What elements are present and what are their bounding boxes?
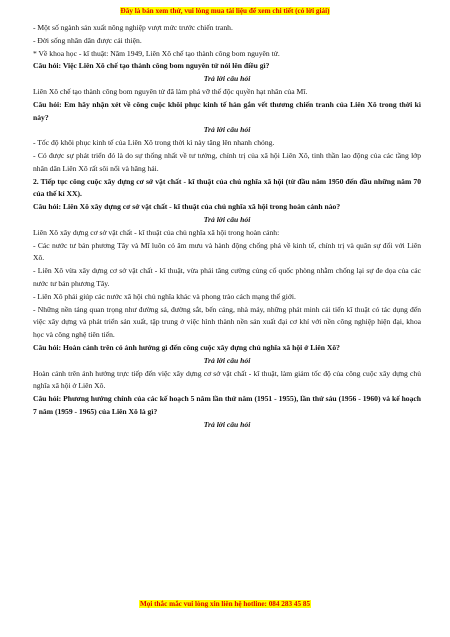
paragraph: - Có được sự phát triển đó là do sự thống nhất về tư tưởng, chính trị của xã hội Liên Xô, tinh thần lao động của các tầng lớp nhân dân Liên Xô rất sôi nổi và hăng hái. <box>33 150 421 173</box>
paragraph: - Một số ngành sản xuất nông nghiệp vượt mức trước chiến tranh. <box>33 23 233 32</box>
question: Câu hỏi: Việc Liên Xô chế tạo thành công bom nguyên tử nói lên điều gì? <box>33 61 270 71</box>
question: Câu hỏi: Liên Xô xây dựng cơ sở vật chất - kĩ thuật của chủ nghĩa xã hội trong hoàn cảnh nào? <box>33 202 341 212</box>
paragraph: - Đời sống nhân dân được cải thiện. <box>33 35 142 45</box>
paragraph: Liên Xô xây dựng cơ sở vật chất - kĩ thuật của chủ nghĩa xã hội trong hoàn cảnh: <box>33 227 280 237</box>
hotline-notice-banner <box>0 599 450 609</box>
paragraph: * Về khoa học - kĩ thuật: Năm 1949, Liên Xô chế tạo thành công bom nguyên tử. <box>33 48 280 58</box>
document-body <box>33 22 421 432</box>
paragraph: - Liên Xô phải giúp các nước xã hội chủ nghĩa khác và phong trào cách mạng thế giới. <box>33 291 296 301</box>
answer-heading: Trả lời câu hỏi <box>203 74 251 84</box>
paragraph: - Tốc độ khôi phục kinh tế của Liên Xô trong thời kì này tăng lên nhanh chóng. <box>33 138 275 148</box>
preview-notice-banner <box>0 6 450 16</box>
paragraph: - Các nước tư bản phương Tây và Mĩ luôn có âm mưu và hành động chống phá về kinh tế, chính trị và quân sự đối với Liên Xô. <box>33 240 421 263</box>
answer-heading: Trả lời câu hỏi <box>203 125 251 135</box>
answer-heading: Trả lời câu hỏi <box>203 214 251 224</box>
paragraph: - Những nền tảng quan trọng như đường sá, đường sắt, bến cảng, nhà máy, những phát minh cải tiến kĩ thuật có tác dụng đến việc xây dựng và phát triển sản xuất, tập trung ở việc hình thành nền sản xuất đại cơ khí với nền công nghiệp hiện đại, khoa học và công nghệ tiên tiến. <box>33 304 421 340</box>
answer-heading: Trả lời câu hỏi <box>203 355 251 365</box>
section-heading: 2. Tiếp tục công cuộc xây dựng cơ sở vật chất - kĩ thuật của chủ nghĩa xã hội (từ đầu năm 1950 đến đầu những năm 70 của thế kỉ XX). <box>33 176 421 199</box>
question: Câu hỏi: Hoàn cảnh trên có ảnh hưởng gì đến công cuộc xây dựng chủ nghĩa xã hội ở Liên Xô? <box>33 342 340 352</box>
paragraph: - Liên Xô vừa xây dựng cơ sở vật chất - kĩ thuật, vừa phải tăng cường củng cố quốc phòng nhằm chống lại sự đe dọa của các nước tư bản phương Tây. <box>33 266 421 288</box>
paragraph: Hoàn cảnh trên ảnh hưởng trực tiếp đến việc xây dựng cơ sở vật chất - kĩ thuật, làm giảm tốc độ của công cuộc xây dựng chủ nghĩa xã hội ở Liên Xô. <box>33 368 421 391</box>
answer-heading: Trả lời câu hỏi <box>203 419 251 429</box>
question: Câu hỏi: Em hãy nhận xét về công cuộc khôi phục kinh tế hàn gắn vết thương chiến tranh của Liên Xô trong thời kì này? <box>33 99 421 122</box>
paragraph: Liên Xô chế tạo thành công bom nguyên tử đã làm phá vỡ thế độc quyền hạt nhân của Mĩ. <box>33 86 308 96</box>
hotline-notice-text: Mọi thắc mắc vui lòng xin liên hệ hotline: 084 283 45 85 <box>139 600 311 608</box>
question: Câu hỏi: Phương hướng chính của các kế hoạch 5 năm lần thứ năm (1951 - 1955), lần thứ sáu (1956 - 1960) và kế hoạch 7 năm (1959 - 1965) của Liên Xô là gì? <box>33 394 421 416</box>
preview-notice-text: Đây là bản xem thử, vui lòng mua tài liệu để xem chi tiết (có lời giải) <box>120 7 330 15</box>
